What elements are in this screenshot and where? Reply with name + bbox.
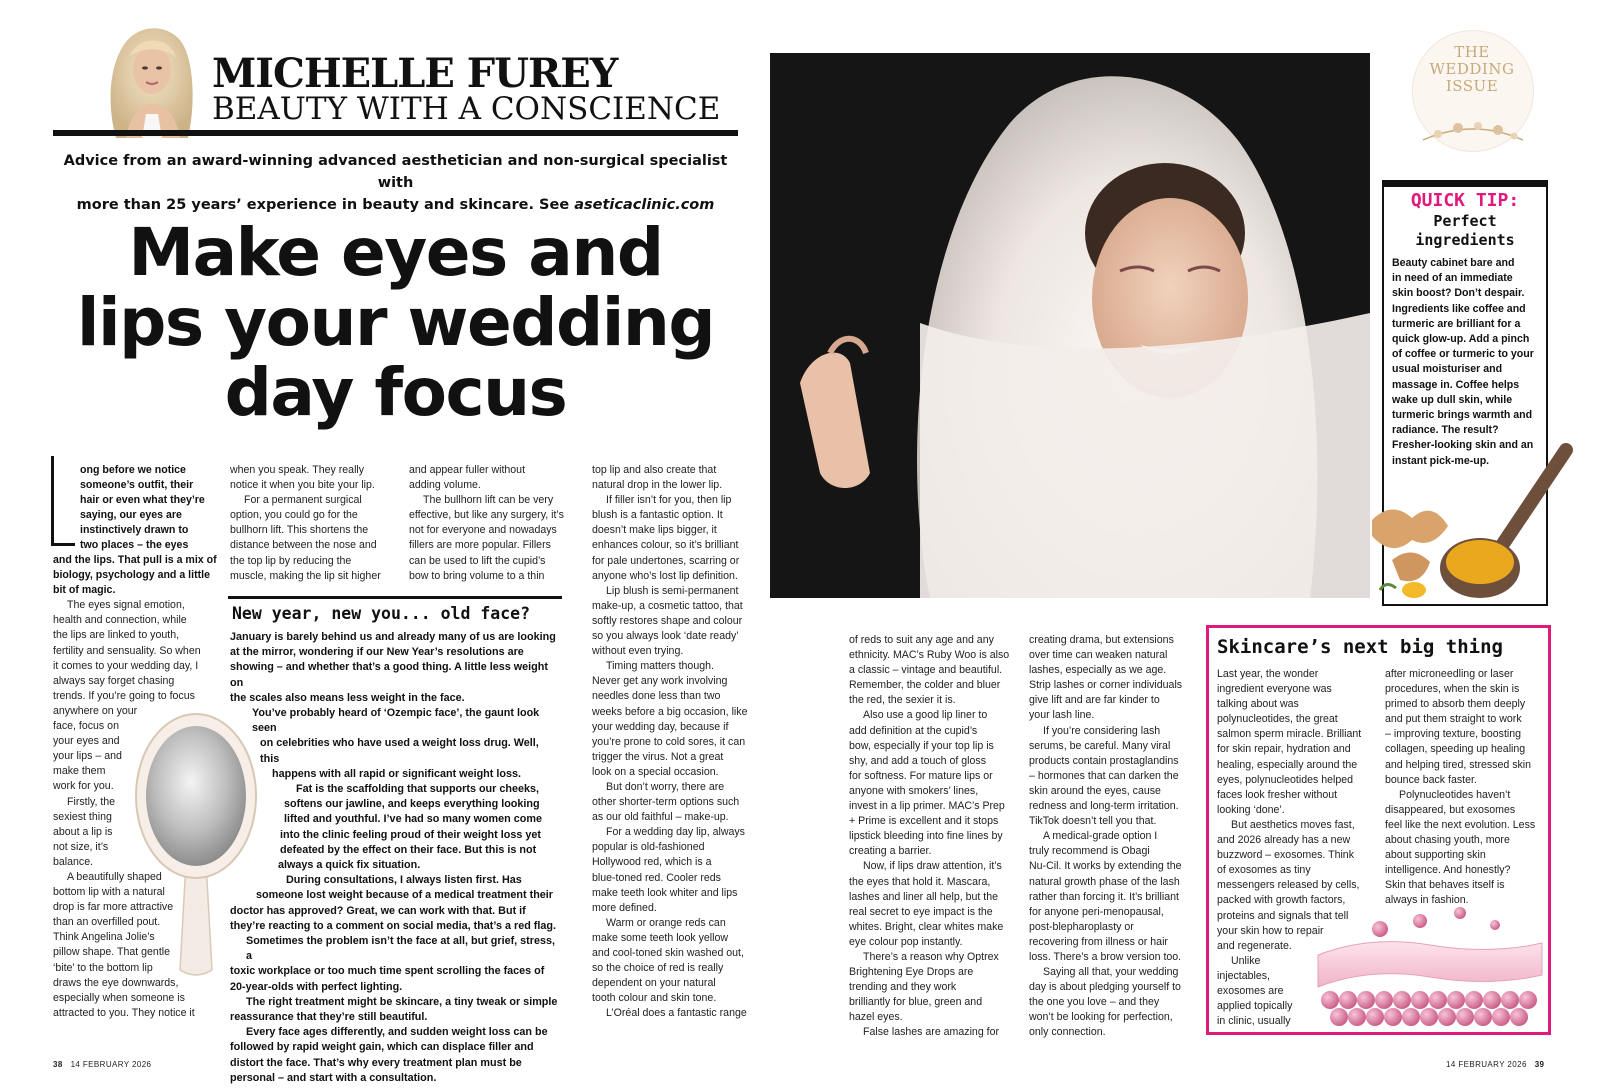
body-line: blush is a fantastic option. It: [592, 509, 723, 522]
skincare-line: and regenerate.: [1217, 939, 1292, 952]
skincare-line: polynucleotides, the great: [1217, 713, 1338, 726]
body-line: trending and they work: [849, 981, 957, 994]
skincare-line: procedures, when the skin is: [1385, 683, 1520, 696]
body-line: your eyes and: [53, 735, 120, 748]
body-line: health and connection, while: [53, 614, 187, 627]
skincare-line: Skin that behaves itself is: [1385, 879, 1505, 892]
body-line: the one you love – and they: [1029, 996, 1160, 1009]
body-line: A medical-grade option I: [1043, 830, 1158, 843]
body-line: anywhere on your: [53, 704, 138, 717]
skincare-line: exosomes are: [1217, 984, 1284, 997]
quick-tip-subheading: [1384, 212, 1546, 250]
sidebar-line: always a quick fix situation.: [278, 859, 421, 872]
body-line: There’s a reason why Optrex: [863, 950, 999, 963]
body-line: shy, and add a touch of gloss: [849, 754, 987, 767]
sidebar-line: at the mirror, wondering if our New Year’s resolutions are: [230, 646, 524, 659]
skincare-title: Skincare’s next big thing: [1217, 636, 1503, 658]
tip-line: Beauty cabinet bare and: [1392, 257, 1515, 269]
left-footer: [53, 1060, 151, 1069]
body-column-4: [592, 463, 757, 1021]
skincare-line: applied topically: [1217, 1000, 1293, 1013]
sidebar-line: January is barely behind us and already many of us are looking: [230, 631, 556, 643]
body-line: muscle, making the lip sit higher: [230, 569, 381, 582]
body-column-1a: [80, 463, 220, 554]
body-line: Never get any work involving: [592, 675, 728, 688]
skincare-line: injectables,: [1217, 969, 1270, 982]
bride-photo: [770, 53, 1370, 598]
standfirst: [53, 150, 738, 216]
tip-line: Ingredients like coffee and: [1392, 302, 1526, 315]
quick-tip-sub-line: Perfect: [1433, 212, 1497, 230]
headline-line-1: Make eyes and: [128, 214, 663, 291]
skincare-line: and put them straight to work: [1385, 713, 1522, 726]
body-line: fertility and sensuality. So when: [53, 644, 201, 657]
body-line: Saying all that, your wedding: [1043, 966, 1179, 979]
skincare-line: healing, especially around the: [1217, 758, 1358, 771]
body-line: for pale undertones, scarring or: [592, 554, 740, 567]
body-line: Timing matters though.: [606, 660, 714, 673]
body-line: eye colour pop instantly.: [849, 935, 963, 948]
skincare-line: looking ‘done’.: [1217, 803, 1285, 816]
wedding-issue-text: [1412, 44, 1532, 95]
sidebar-line: showing – and whether that’s a good thing. A little less weight on: [230, 661, 548, 689]
body-line: someone’s outfit, their: [80, 479, 194, 492]
right-footer: [1446, 1060, 1544, 1069]
body-line: sexiest thing: [53, 810, 112, 823]
header-rule: [53, 130, 738, 136]
body-line: ong before we notice: [80, 464, 186, 476]
body-line: False lashes are amazing for: [863, 1026, 1000, 1039]
sidebar-line: on celebrities who have used a weight loss drug. Well, this: [260, 737, 539, 765]
body-line: redness and long-term irritation.: [1029, 800, 1179, 813]
body-line: rather than forcing it. It’s brilliant: [1029, 890, 1179, 903]
tip-line: turmeric brings warmth and: [1392, 409, 1533, 422]
body-line: draws the eye downwards,: [53, 976, 179, 989]
body-line: of reds to suit any age and any: [849, 634, 994, 646]
sidebar-line: happens with all rapid or significant weight loss.: [272, 767, 521, 780]
sidebar-line: the scales also means less weight in the face.: [230, 691, 465, 704]
sidebar-line: 20-year-olds with perfect lighting.: [230, 980, 403, 993]
body-line: lipstick bleeding into fine lines by: [849, 830, 1003, 843]
skincare-line: and 2026 already has a new: [1217, 834, 1351, 847]
body-column-3: [409, 463, 571, 584]
body-line: doesn’t make lips bigger, it: [592, 524, 717, 537]
body-line: + Prime is excellent and it stops: [849, 815, 999, 828]
body-line: The eyes signal emotion,: [67, 599, 185, 612]
body-line: ‘bite’ to the bottom lip: [53, 961, 153, 974]
body-line: your lash line.: [1029, 709, 1095, 722]
body-line: when you speak. They really: [230, 464, 365, 476]
body-line: day is about pledging yourself to: [1029, 981, 1181, 994]
skincare-line: for skin repair, hydration and: [1217, 743, 1351, 756]
body-line: drop is far more attractive: [53, 901, 174, 914]
body-line: trigger the virus. Not a great: [592, 750, 724, 763]
body-line: Think Angelina Jolie’s: [53, 931, 155, 944]
sidebar-line: distort the face. That’s why every treatment plan must be: [230, 1056, 522, 1069]
body-line: top lip and also create that: [592, 464, 717, 476]
issue-date-right: 14 FEBRUARY 2026: [1446, 1060, 1527, 1069]
body-line: creating a barrier.: [849, 845, 932, 858]
body-line: and the lips. That pull is a mix of: [53, 554, 217, 566]
body-line: The bullhorn lift can be very: [423, 494, 554, 507]
standfirst-line-1: Advice from an award-winning advanced aesthetician and non-surgical specialist with: [63, 153, 728, 191]
skincare-line: salmon sperm miracle. Brilliant: [1217, 728, 1362, 741]
body-line: bow, especially if your top lip is: [849, 739, 994, 752]
skincare-line: in clinic, usually: [1217, 1015, 1291, 1028]
tip-line: instant pick-me-up.: [1392, 454, 1490, 467]
skincare-line: of exosomes as tiny: [1217, 864, 1311, 877]
sidebar-line: personal – and start with a consultation.: [230, 1071, 437, 1084]
body-line: lashes and liner all help, but the: [849, 890, 999, 903]
body-line: But don’t worry, there are: [606, 780, 725, 793]
body-line: invest in a lip primer. MAC’s Prep: [849, 800, 1005, 813]
body-line: not for everyone and nowadays: [409, 524, 557, 537]
body-line: bit of magic.: [53, 584, 116, 597]
sidebar-line: into the clinic feeling proud of their weight loss yet: [280, 828, 541, 841]
skincare-line: and helping tired, stressed skin: [1385, 758, 1532, 771]
body-line: so you always look ‘date ready’: [592, 630, 739, 643]
skincare-line: primed to absorb them deeply: [1385, 698, 1526, 711]
sidebar-line: someone lost weight because of a medical treatment their: [256, 889, 553, 902]
body-line: loss. There’s a brow version too.: [1029, 950, 1182, 963]
sidebar-line: lifted and youthful. I’ve had so many women come: [284, 813, 542, 826]
body-line: make some teeth look yellow: [592, 931, 729, 944]
body-line: dependent on your natural: [592, 977, 716, 990]
body-line: biology, psychology and a little: [53, 569, 210, 582]
body-line: face, focus on: [53, 720, 119, 733]
body-line: weeks before a big occasion, like: [592, 705, 748, 718]
sidebar-line: followed by rapid weight gain, which can displace filler and: [230, 1041, 534, 1054]
page-number-right: 39: [1534, 1060, 1545, 1069]
body-line: make-up, a cosmetic tattoo, that: [592, 599, 743, 612]
body-line: can be used to lift the cupid’s: [409, 554, 546, 567]
sidebar-line: they’re reacting to a comment on social media, that’s a red flag.: [230, 919, 556, 932]
skincare-line: feel like the next evolution. Less: [1385, 818, 1536, 831]
body-line: over time can weaken natural: [1029, 649, 1168, 662]
sidebar-line: defeated by the effect on their face. But this is not: [280, 843, 537, 856]
body-line: a classic – vintage and beautiful.: [849, 664, 1003, 677]
body-line: give lift and are far kinder to: [1029, 694, 1160, 707]
body-line: ethnicity. MAC’s Ruby Woo is also: [849, 649, 1010, 662]
body-line: serums, be careful. Many viral: [1029, 739, 1171, 752]
sidebar-line: toxic workplace or too much time spent scrolling the faces of: [230, 965, 545, 978]
body-line: make teeth look whiter and lips: [592, 886, 738, 899]
body-line: tooth colour and skin tone.: [592, 992, 717, 1005]
body-line: and appear fuller without: [409, 464, 526, 476]
body-line: not size, it’s: [53, 840, 109, 853]
sidebar-line: The right treatment might be skincare, a tiny tweak or simple: [246, 995, 558, 1008]
skincare-line: about chasing youth, more: [1385, 834, 1510, 847]
tip-line: turmeric are brilliant for a: [1392, 317, 1521, 330]
skincare-line: proteins and signals that tell: [1217, 909, 1349, 922]
body-line: effective, but like any surgery, it’s: [409, 509, 564, 522]
body-line: as our old faithful – make-up.: [592, 811, 729, 824]
body-line: For a permanent surgical: [244, 494, 362, 507]
page-number-left: 38: [53, 1060, 63, 1069]
body-line: for anyone peri-menopausal,: [1029, 905, 1164, 918]
body-line: truly recommend is Obagi: [1029, 845, 1150, 858]
author-portrait: [96, 22, 206, 138]
sidebar-line: You’ve probably heard of ‘Ozempic face’, the gaunt look seen: [252, 707, 540, 735]
skincare-line: Polynucleotides haven’t: [1399, 788, 1511, 801]
body-line: pillow shape. That gentle: [53, 946, 171, 959]
body-line: fillers are more popular. Fillers: [409, 539, 551, 552]
body-line: the eyes that hold it. Mascara,: [849, 875, 991, 888]
sidebar-line: Fat is the scaffolding that supports our cheeks,: [296, 783, 539, 796]
body-line: anyone who’s lost lip definition.: [592, 569, 738, 582]
body-line: always say forget chasing: [53, 674, 175, 687]
body-line: about a lip is: [53, 825, 113, 838]
body-line: products contain prostaglandins: [1029, 754, 1179, 767]
quick-tip-heading: QUICK TIP:: [1410, 190, 1520, 211]
body-column-2: [230, 463, 392, 584]
tip-line: massage in. Coffee helps: [1392, 378, 1520, 391]
body-line: look on a special occasion.: [592, 765, 719, 778]
turmeric-spoon-image: [1352, 440, 1582, 610]
tip-line: quick glow-up. Add a pinch: [1392, 333, 1530, 346]
body-line: Strip lashes or corner individuals: [1029, 679, 1183, 692]
body-line: trends. If you’re going to focus: [53, 689, 195, 702]
sidebar-line: doctor has approved? Great, we can work with that. But if: [230, 904, 526, 917]
body-line: Brightening Eye Drops are: [849, 966, 974, 979]
body-line: other shorter-term options such: [592, 796, 740, 809]
body-line: For a wedding day lip, always: [606, 826, 745, 839]
body-line: natural drop in the lower lip.: [592, 479, 723, 492]
body-line: Firstly, the: [67, 795, 116, 808]
tip-line: radiance. The result?: [1392, 424, 1499, 437]
skincare-line: after microneedling or laser: [1385, 668, 1514, 680]
skincare-line: packed with growth factors,: [1217, 894, 1346, 907]
body-line: L’Oréal does a fantastic range: [606, 1007, 747, 1020]
body-line: softly restores shape and colour: [592, 614, 743, 627]
skincare-line: collagen, speeding up healing: [1385, 743, 1526, 756]
body-line: recovering from illness or hair: [1029, 935, 1168, 948]
body-line: bullhorn lift. This shortens the: [230, 524, 369, 537]
body-line: than an overfilled pout.: [53, 916, 161, 929]
body-line: hair or even what they’re: [80, 494, 205, 507]
badge-line: THE: [1454, 43, 1490, 61]
body-line: the lips are linked to youth,: [53, 629, 180, 642]
body-line: make them: [53, 765, 106, 778]
body-line: without even trying.: [592, 645, 684, 658]
body-line: balance.: [53, 855, 94, 868]
body-line: notice it when you bite your lip.: [230, 479, 375, 492]
badge-line: WEDDING: [1429, 60, 1515, 78]
body-line: creating drama, but extensions: [1029, 634, 1174, 646]
floral-ornament-icon: [1418, 108, 1528, 148]
body-line: real secret to eye impact is the: [849, 905, 993, 918]
headline: [53, 214, 738, 431]
skincare-line: talking about was: [1217, 698, 1299, 711]
skincare-line: Unlike: [1231, 954, 1261, 967]
sidebar-line: Sometimes the problem isn’t the face at all, but grief, stress, a: [246, 935, 555, 963]
body-line: two places – the eyes: [80, 539, 189, 552]
body-line: more defined.: [592, 901, 657, 914]
body-column-6: [1029, 633, 1204, 1041]
sidebar-line: softens our jawline, and keeps everything looking: [284, 798, 540, 811]
body-line: bow to bring volume to a thin: [409, 569, 545, 582]
skin-cells-image: [1310, 905, 1550, 1040]
tip-line: of coffee or turmeric to your: [1392, 348, 1534, 361]
body-line: blue-toned red. Cooler reds: [592, 871, 721, 884]
skincare-line: Last year, the wonder: [1217, 668, 1319, 680]
drop-cap-l: [51, 456, 75, 546]
sidebar-body: [230, 630, 560, 1086]
body-line: If you’re considering lash: [1043, 724, 1161, 737]
body-line: Nu-Cil. It works by extending the: [1029, 860, 1182, 873]
body-line: skin around the eyes, cause: [1029, 784, 1161, 797]
skincare-line: – improving texture, boosting: [1385, 728, 1522, 741]
skincare-line: buzzword – exosomes. Think: [1217, 849, 1354, 862]
sidebar-rule: [228, 596, 562, 599]
headline-line-2: lips your wedding: [76, 284, 715, 361]
body-line: Remember, the colder and bluer: [849, 679, 1001, 692]
body-line: natural growth phase of the lash: [1029, 875, 1180, 888]
body-line: it comes to your wedding day, I: [53, 659, 199, 672]
body-line: anyone with smokers’ lines,: [849, 784, 979, 797]
body-line: If filler isn’t for you, then lip: [606, 494, 732, 507]
quick-tip-sub-line: ingredients: [1415, 231, 1515, 249]
body-line: especially when someone is: [53, 991, 185, 1004]
body-line: so the choice of red is really: [592, 962, 724, 975]
badge-line: ISSUE: [1445, 77, 1499, 95]
skincare-line: disappeared, but exosomes: [1385, 803, 1516, 816]
issue-date-left: 14 FEBRUARY 2026: [70, 1060, 152, 1069]
body-line: and cool-toned skin washed out,: [592, 947, 744, 959]
tip-line: usual moisturiser and: [1392, 363, 1503, 376]
skincare-line: faces look fresher without: [1217, 788, 1338, 801]
sidebar-title: New year, new you... old face?: [232, 604, 531, 623]
skincare-line: messengers released by cells,: [1217, 879, 1360, 892]
body-line: you’re prone to cold sores, it can: [592, 735, 746, 748]
skincare-line: bounce back faster.: [1385, 773, 1477, 786]
body-line: only connection.: [1029, 1026, 1106, 1039]
clinic-link[interactable]: aseticaclinic.com: [574, 197, 715, 213]
sidebar-line: reassurance that they’re still beautiful.: [230, 1011, 428, 1024]
body-line: distance between the nose and: [230, 539, 377, 552]
standfirst-line-2: more than 25 years’ experience in beauty and skincare. See: [76, 197, 570, 213]
body-line: TikTok doesn’t tell you that.: [1029, 815, 1157, 828]
body-line: Lip blush is semi-permanent: [606, 584, 739, 597]
body-line: instinctively drawn to: [80, 524, 189, 537]
tip-line: in need of an immediate: [1392, 272, 1513, 285]
body-line: enhances colour, so it’s brilliant: [592, 539, 739, 552]
skincare-column-2: [1385, 667, 1550, 909]
body-line: popular is old-fashioned: [592, 841, 705, 854]
skincare-line: intelligence. And honestly?: [1385, 864, 1511, 877]
body-line: – hormones that can darken the: [1029, 769, 1179, 782]
body-line: Hollywood red, which is a: [592, 856, 712, 869]
body-line: won’t be looking for perfection,: [1029, 1011, 1173, 1024]
tip-line: Fresher-looking skin and an: [1392, 439, 1534, 452]
quick-tip-body: [1392, 256, 1542, 469]
body-line: brilliantly for blue, green and: [849, 996, 983, 1009]
body-line: saying, our eyes are: [80, 509, 182, 522]
column-name: BEAUTY WITH A CONSCIENCE: [212, 91, 721, 127]
body-line: your wedding day, because if: [592, 720, 729, 733]
skincare-line: But aesthetics moves fast,: [1231, 818, 1355, 831]
body-line: attracted to you. They notice it: [53, 1006, 195, 1019]
skincare-line: eyes, polynucleotides helped: [1217, 773, 1354, 786]
body-line: your lips – and: [53, 750, 122, 763]
skincare-line: about supporting skin: [1385, 849, 1486, 862]
skincare-line: always in fashion.: [1385, 894, 1469, 907]
sidebar-line: During consultations, I always listen first. Has: [286, 874, 522, 887]
body-line: for softness. For mature lips or: [849, 769, 993, 782]
body-line: the top lip by reducing the: [230, 554, 352, 567]
body-line: work for you.: [53, 780, 114, 793]
author-name: MICHELLE FUREY: [212, 50, 618, 97]
body-line: needles done less than two: [592, 690, 721, 703]
body-line: add definition at the cupid’s: [849, 724, 978, 737]
body-line: adding volume.: [409, 479, 481, 492]
body-line: hazel eyes.: [849, 1011, 903, 1024]
body-line: Now, if lips draw attention, it’s: [863, 860, 1002, 873]
body-line: Warm or orange reds can: [606, 916, 726, 929]
body-line: Also use a good lip liner to: [863, 709, 988, 722]
tip-line: wake up dull skin, while: [1392, 393, 1513, 406]
body-line: bottom lip with a natural: [53, 886, 165, 899]
body-column-5: [849, 633, 1019, 1041]
body-line: post-blepharoplasty or: [1029, 920, 1134, 933]
body-line: lashes, especially as we age.: [1029, 664, 1167, 677]
skincare-line: ingredient everyone was: [1217, 683, 1332, 696]
tip-line: skin boost? Don’t despair.: [1392, 287, 1525, 300]
sidebar-line: Every face ages differently, and sudden weight loss can be: [246, 1026, 548, 1039]
body-line: A beautifully shaped: [67, 870, 162, 883]
body-line: the red, the sexier it is.: [849, 694, 956, 707]
headline-line-3: day focus: [224, 354, 567, 431]
body-line: option, you could go for the: [230, 509, 358, 522]
body-line: whites. Bright, clear whites make: [849, 920, 1004, 933]
skincare-line: your skin how to repair: [1217, 924, 1324, 937]
